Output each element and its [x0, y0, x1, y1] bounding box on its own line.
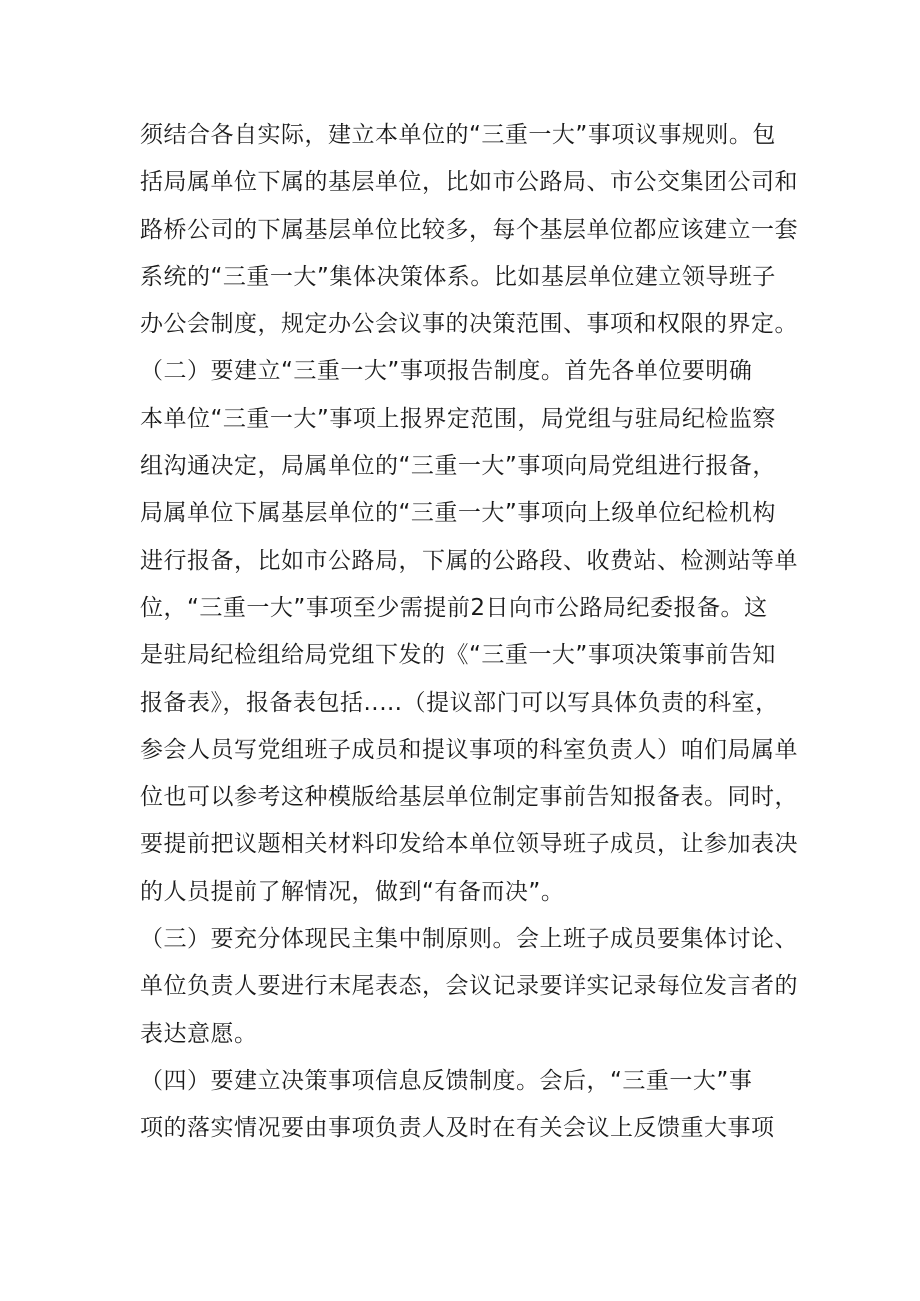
text-line-5: 办公会制度，规定办公会议事的决策范围、事项和权限的界定。: [140, 311, 798, 338]
text-line-4: 系统的“三重一大”集体决策体系。比如基层单位建立领导班子: [140, 263, 776, 290]
text-line-2: 括局属单位下属的基层单位，比如市公路局、市公交集团公司和: [140, 169, 798, 196]
text-line-13: 报备表》，报备表包括..…（提议部门可以写具体负责的科室，: [140, 689, 779, 716]
text-line-6: （二）要建立“三重一大”事项报告制度。首先各单位要明确: [140, 358, 753, 385]
text-line-8: 组沟通决定，局属单位的“三重一大”事项向局党组进行报备，: [140, 453, 776, 480]
text-line-22: 项的落实情况要由事项负责人及时在有关会议上反馈重大事项: [140, 1115, 775, 1142]
text-line-9: 局属单位下属基层单位的“三重一大”事项向上级单位纪检机构: [140, 500, 776, 527]
text-line-12: 是驻局纪检组给局党组下发的《“三重一大”事项决策事前告知: [140, 642, 776, 669]
text-line-18: （三）要充分体现民主集中制原则。会上班子成员要集体讨论、: [140, 926, 798, 953]
text-line-7: 本单位“三重一大”事项上报界定范围，局党组与驻局纪检监察: [140, 405, 776, 432]
text-line-10: 进行报备，比如市公路局，下属的公路段、收费站、检测站等单: [140, 547, 798, 574]
body-text: [140, 112, 800, 1153]
text-line-3: 路桥公司的下属基层单位比较多，每个基层单位都应该建立一套: [140, 216, 798, 243]
text-line-1: 须结合各自实际，建立本单位的“三重一大”事项议事规则。包: [140, 122, 776, 148]
text-line-19: 单位负责人要进行末尾表态，会议记录要详实记录每位发言者的: [140, 973, 798, 1000]
text-line-15: 位也可以参考这种模版给基层单位制定事前告知报备表。同时，: [140, 784, 798, 811]
text-line-16: 要提前把议题相关材料印发给本单位领导班子成员，让参加表决: [140, 831, 798, 858]
text-line-17: 的人员提前了解情况，做到“有备而决”。: [140, 878, 565, 905]
text-line-14: 参会人员写党组班子成员和提议事项的科室负责人）咱们局属单: [140, 736, 798, 763]
text-line-21: （四）要建立决策事项信息反馈制度。会后，“三重一大”事: [140, 1067, 753, 1094]
text-line-20: 表达意愿。: [140, 1020, 258, 1047]
text-line-11: 位，“三重一大”事项至少需提前2日向市公路局纪委报备。这: [140, 594, 768, 621]
